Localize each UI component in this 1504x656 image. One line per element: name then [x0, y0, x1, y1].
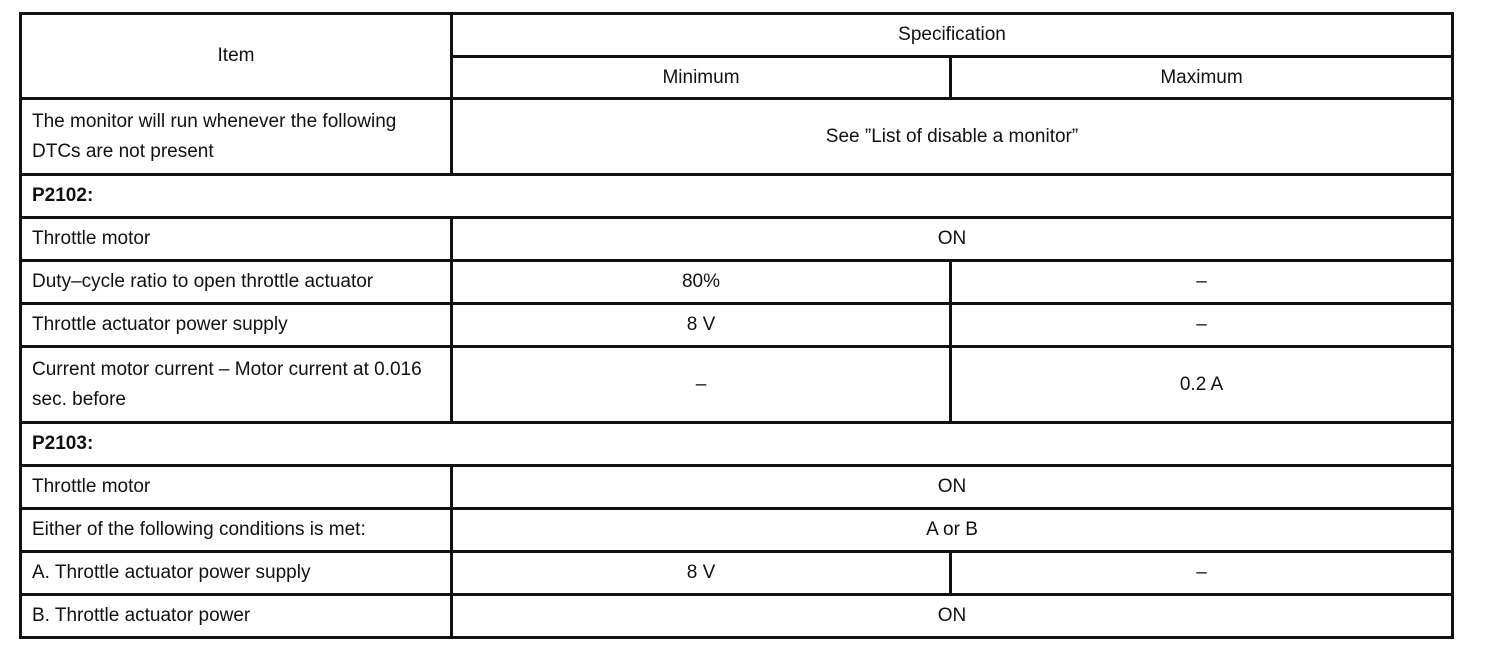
row-max: – — [951, 552, 1453, 595]
row-min: 80% — [452, 261, 951, 304]
row-item: B. Throttle actuator power — [21, 595, 452, 638]
section-row — [21, 423, 1453, 466]
row-item: A. Throttle actuator power supply — [21, 552, 452, 595]
header-specification: Specification — [452, 14, 1453, 57]
row-max: 0.2 A — [951, 347, 1453, 423]
table-row — [21, 509, 1453, 552]
header-item: Item — [21, 14, 452, 99]
row-item: Current motor current – Motor current at 0.016 sec. before — [21, 347, 452, 423]
row-item: Duty–cycle ratio to open throttle actuator — [21, 261, 452, 304]
table-row — [21, 552, 1453, 595]
row-item: The monitor will run whenever the following DTCs are not present — [21, 99, 452, 175]
row-spec: ON — [452, 595, 1453, 638]
table-row — [21, 218, 1453, 261]
row-min: – — [452, 347, 951, 423]
section-row — [21, 175, 1453, 218]
header-minimum: Minimum — [452, 57, 951, 99]
row-item: Throttle motor — [21, 218, 452, 261]
row-spec: A or B — [452, 509, 1453, 552]
table-row — [21, 595, 1453, 638]
header-row — [21, 14, 1453, 57]
row-spec: ON — [452, 466, 1453, 509]
row-min: 8 V — [452, 304, 951, 347]
table-row — [21, 466, 1453, 509]
table-row — [21, 99, 1453, 175]
table-row — [21, 347, 1453, 423]
table-row — [21, 261, 1453, 304]
section-label: P2103: — [21, 423, 1453, 466]
row-item: Throttle actuator power supply — [21, 304, 452, 347]
row-max: – — [951, 261, 1453, 304]
table-row — [21, 304, 1453, 347]
row-spec: ON — [452, 218, 1453, 261]
row-spec: See ”List of disable a monitor” — [452, 99, 1453, 175]
section-label: P2102: — [21, 175, 1453, 218]
row-min: 8 V — [452, 552, 951, 595]
row-item: Either of the following conditions is met: — [21, 509, 452, 552]
specification-table — [19, 12, 1454, 639]
header-maximum: Maximum — [951, 57, 1453, 99]
row-max: – — [951, 304, 1453, 347]
row-item: Throttle motor — [21, 466, 452, 509]
